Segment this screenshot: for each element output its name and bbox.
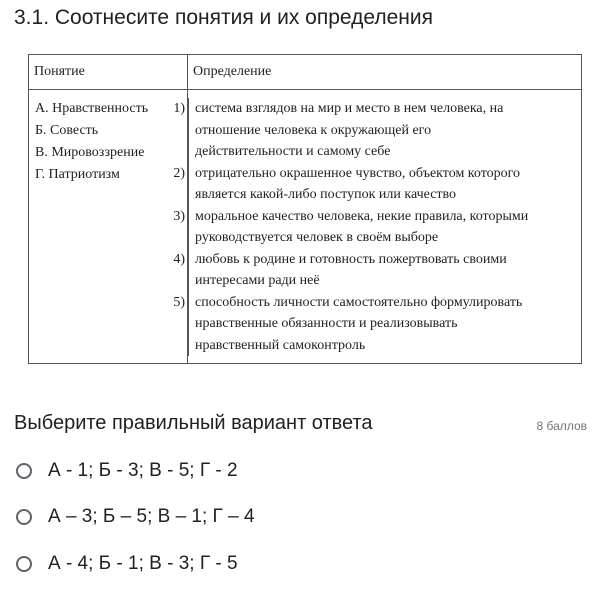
definition-2-num: 2) (173, 165, 185, 181)
definition-1-num: 1) (173, 101, 185, 116)
answer-option-2[interactable] (16, 506, 255, 528)
definition-5-line: способность личности самостоятельно формулировать (195, 294, 523, 310)
definition-4-line: интересами ради неё (195, 273, 320, 288)
answer-option-3[interactable] (16, 553, 238, 575)
table-header-row (29, 55, 582, 90)
definition-3-line: руководствуется человек в своём выборе (195, 230, 439, 245)
answer-option-label: А – 3; Б – 5; В – 1; Г – 4 (48, 506, 255, 527)
radio-button-icon[interactable] (16, 509, 32, 525)
answer-prompt: Выберите правильный вариант ответа (14, 412, 373, 434)
matching-table (28, 54, 582, 364)
definition-1-line: действительности и самому себе (195, 144, 391, 159)
radio-button-icon[interactable] (16, 463, 32, 479)
question-title: 3.1. Соотнесите понятия и их определения (14, 6, 433, 29)
header-concept: Понятие (29, 55, 188, 90)
definition-5-line: нравственный самоконтроль (195, 337, 366, 353)
definition-3 (159, 206, 576, 249)
definition-1 (159, 98, 576, 163)
term-d: Г. Патриотизм (35, 167, 120, 182)
definition-2-line: отрицательно окрашенное чувство, объектом которого (195, 165, 521, 181)
definition-2-line: является какой-либо поступок или качество (195, 187, 457, 202)
definition-4-num: 4) (173, 251, 185, 267)
term-a: А. Нравственность (35, 101, 149, 116)
table-body-row (29, 90, 582, 364)
answer-option-label: А - 1; Б - 3; В - 5; Г - 2 (48, 460, 238, 481)
term-c: В. Мировоззрение (35, 145, 145, 160)
points-label: 8 баллов (536, 419, 587, 433)
definition-4 (159, 249, 576, 292)
definition-5-num: 5) (173, 294, 185, 310)
definition-5-line: нравственные обязанности и реализовывать (195, 316, 458, 331)
answer-option-label: А - 4; Б - 1; В - 3; Г - 5 (48, 553, 238, 574)
answer-option-1[interactable] (16, 460, 238, 482)
definitions-cell (173, 90, 582, 364)
term-b: Б. Совесть (35, 123, 99, 138)
definition-3-line: моральное качество человека, некие правила, которыми (195, 208, 529, 224)
header-definition: Определение (188, 55, 582, 90)
definition-4-line: любовь к родине и готовность пожертвовать своими (195, 251, 507, 267)
definition-2 (159, 163, 576, 206)
definition-5 (159, 292, 576, 357)
definition-3-num: 3) (173, 208, 185, 224)
radio-button-icon[interactable] (16, 556, 32, 572)
definition-1-line: система взглядов на мир и место в нем человека, на (195, 101, 504, 116)
definition-1-line: отношение человека к окружающей его (195, 122, 432, 138)
